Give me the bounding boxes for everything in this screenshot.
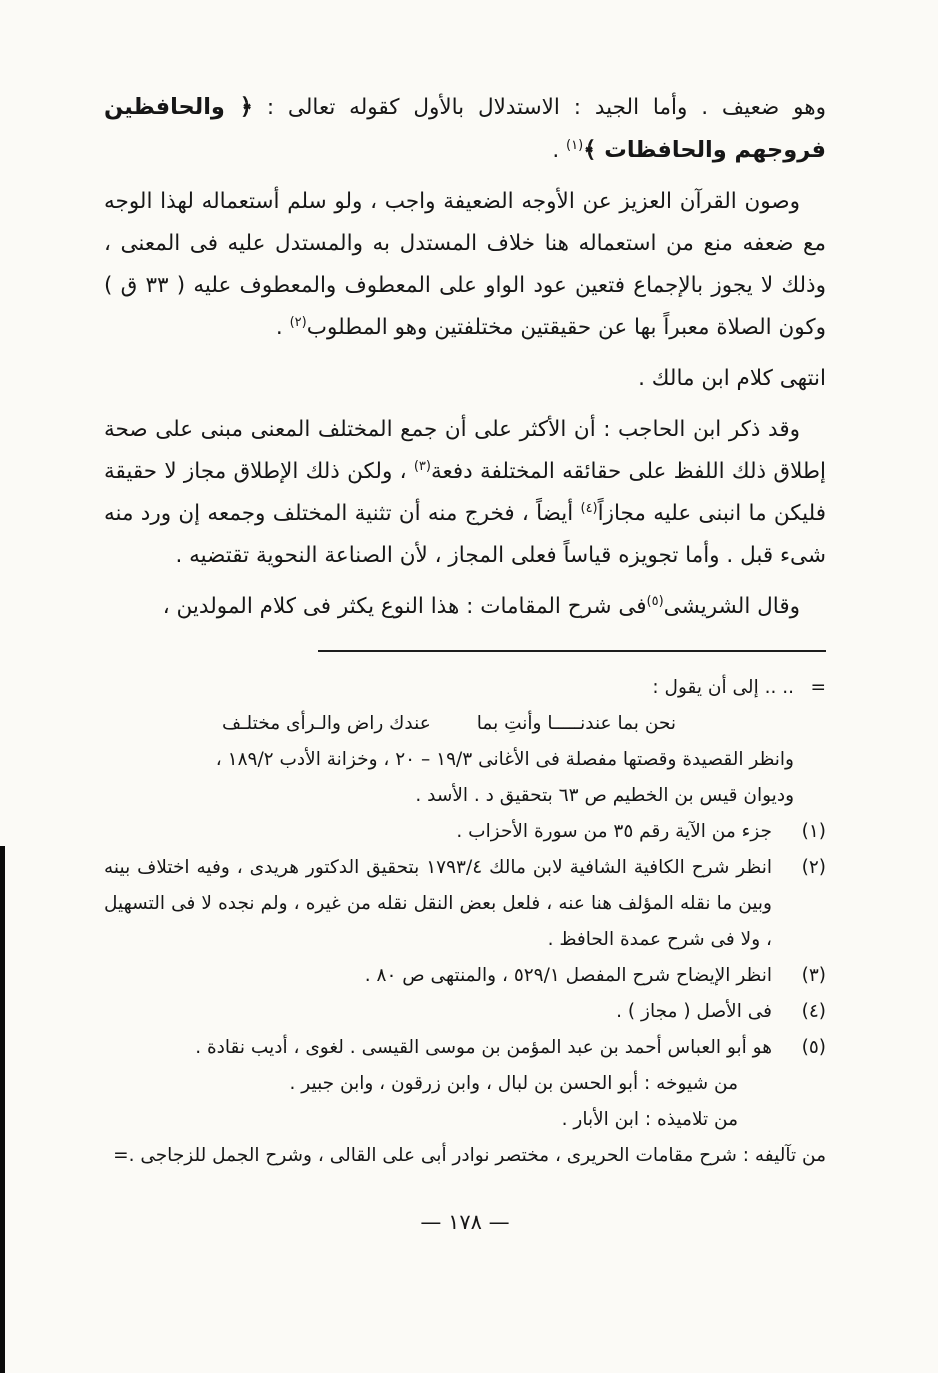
footnote-reference: (٥): [646, 593, 664, 609]
text-run: وقال الشريشى: [663, 594, 800, 619]
footnote-number: (٣): [801, 965, 826, 986]
footnote-number: (٥): [801, 1037, 826, 1058]
paragraph: [104, 409, 826, 577]
footnote-reference: (٢): [289, 314, 307, 330]
footnote-trailing-line: من تآليفه : شرح مقامات الحريرى ، مختصر نوادر أبى على القالى ، وشرح الجمل للزجاجى .=: [113, 1145, 826, 1166]
text-run: أيضاً ، فخرج منه أن تثنية المختلف وجمعه إن ورد منه شىء قبل . وأما تجويزه قياساً فعلى المجاز ، لأن الصناعة النحوية تقتضيه .: [104, 501, 826, 568]
verse-line: [104, 706, 676, 742]
footnote-item: [104, 994, 826, 1030]
footnote-number: (٢): [801, 857, 826, 878]
text-run: .: [552, 138, 567, 163]
paragraph: [104, 586, 826, 628]
footnote-number: (٤): [801, 1001, 826, 1022]
verse-hemistich: نحن بما عندنـــــا وأنتِ بما: [476, 713, 676, 734]
scan-edge-artifact: [0, 846, 5, 1373]
text-run: فى شرح المقامات : هذا النوع يكثر فى كلام المولدين ،: [162, 594, 647, 619]
footnote-line: وديوان قيس بن الخطيم ص ٦٣ بتحقيق د . الأسد .: [415, 785, 794, 806]
quran-quote: ﴿ والحافظين فروجهم والحافظات ﴾: [104, 94, 826, 163]
paragraph: [104, 358, 826, 400]
continuation-lines: [104, 670, 794, 814]
paragraph: [104, 86, 826, 172]
text-run: وقد ذكر ابن الحاجب : أن الأكثر على أن جمع المختلف المعنى مبنى على صحة إطلاق ذلك اللفظ على حقائقه المختلفة دفعة: [104, 417, 827, 484]
footnote-line: وانظر القصيدة وقصتها مفصلة فى الأغانى ١٩/٣ – ٢٠ ، وخزانة الأدب ١٨٩/٢ ،: [215, 749, 794, 770]
continuation-marker: =: [810, 677, 826, 698]
footnote-body: [104, 958, 772, 994]
footnote-body: [104, 850, 772, 958]
footnote-item: [104, 1030, 826, 1138]
footnote-reference: (٤): [580, 500, 598, 516]
page-number: — ١٧٨ —: [420, 1210, 510, 1234]
verse-hemistich: عندك راض والـرأى مختلـف: [221, 713, 431, 734]
text-run: ، ولكن ذلك الإطلاق مجاز لا حقيقة فليكن ما انبنى عليه مجازاً: [104, 459, 826, 526]
text-run: وهو ضعيف . وأما الجيد : الاستدلال بالأول كقوله تعالى :: [252, 95, 826, 120]
footnote-text: انظر الإيضاح شرح المفصل ٥٢٩/١ ، والمنتهى ص ٨٠ .: [364, 965, 772, 986]
footnote-reference: (٣): [413, 458, 431, 474]
footnote-line: .. .. إلى أن يقول :: [652, 677, 794, 698]
footnote-reference: (١): [566, 137, 584, 153]
footnote-body: [104, 994, 772, 1030]
paragraph: [104, 181, 826, 349]
footnote-extra-line: من تلاميذه : ابن الأبار .: [561, 1109, 738, 1130]
footnote-extra-line: من شيوخه : أبو الحسن بن لبال ، وابن زرقون ، وابن جبير .: [289, 1073, 738, 1094]
footnote-separator: [318, 650, 826, 652]
footnote-list: [104, 814, 826, 1138]
text-run: وصون القرآن العزيز عن الأوجه الضعيفة واجب ، ولو سلم أستعماله لهذا الوجه مع ضعفه منع من استعماله هنا خلاف المستدل به والمستدل عليه فى المعنى ، وذلك لا يجوز بالإجماع فتعين عود الواو على المعطوف والمعطوف عليه ( ٣٣ ق ) وكون الصلاة معبراً بها عن حقيقتين مختلفتين وهو المطلوب: [104, 189, 826, 340]
text-run: .: [275, 315, 290, 340]
footnote-text: فى الأصل ( مجاز ) .: [616, 1001, 772, 1022]
footnote-text: انظر شرح الكافية الشافية لابن مالك ١٧٩٣/٤ بتحقيق الدكتور هريدى ، وفيه اختلاف بينه وبين ما نقله المؤلف هنا عنه ، فلعل بعض النقل نقله من غيره ، ولم نجده لا فى التسهيل ، ولا فى شرح عمدة الحافظ .: [104, 857, 772, 950]
body-text: [104, 86, 826, 628]
footnote-text: جزء من الآية رقم ٣٥ من سورة الأحزاب .: [456, 821, 772, 842]
footnote-number: (١): [801, 821, 826, 842]
footnotes-section: [104, 670, 826, 1174]
continuation-note: [104, 670, 826, 814]
text-run: انتهى كلام ابن مالك .: [638, 366, 826, 391]
footnote-body: [104, 814, 772, 850]
footnote-text: هو أبو العباس أحمد بن عبد المؤمن بن موسى القيسى . لغوى ، أديب نقادة .: [195, 1037, 772, 1058]
footnote-item: [104, 850, 826, 958]
footnote-body: [104, 1030, 772, 1138]
footnote-item: [104, 958, 826, 994]
footnote-item: [104, 814, 826, 850]
